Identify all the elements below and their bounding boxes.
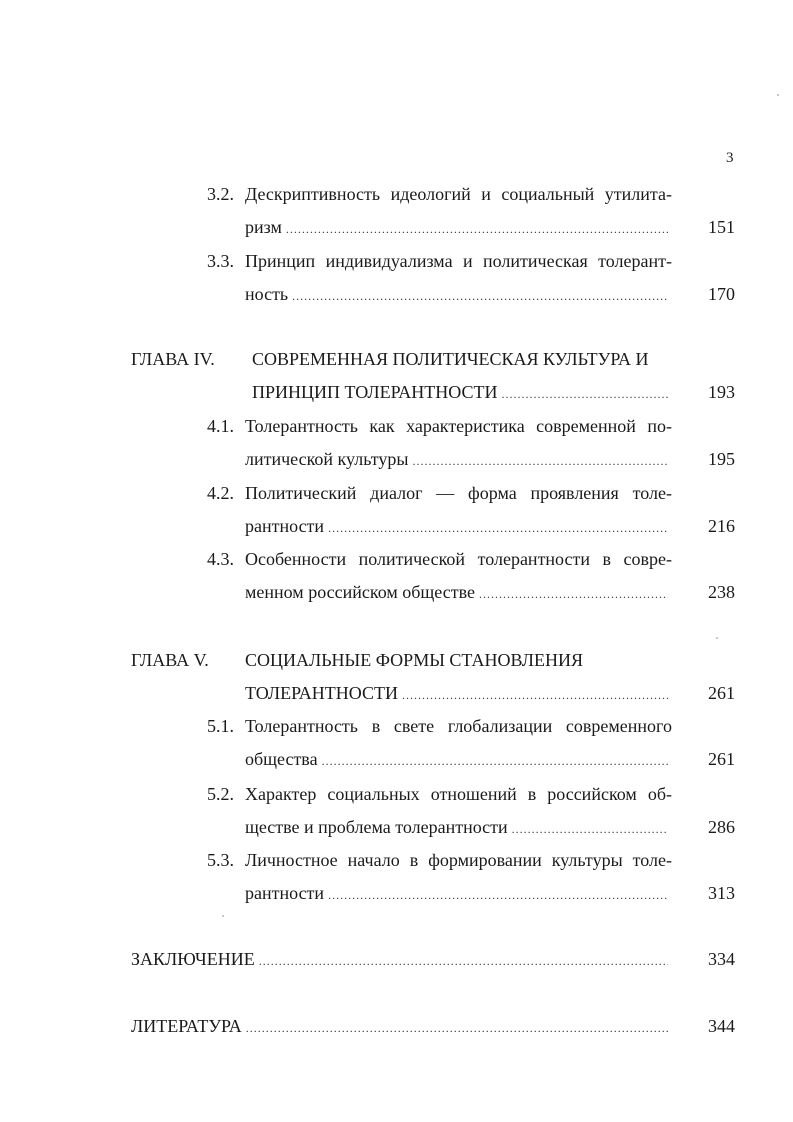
section-title-line1: Толерантность в свете глобализации современного <box>245 716 672 736</box>
chapter-label: ГЛАВА V. <box>131 650 209 670</box>
dot-leader <box>259 949 668 973</box>
section-title-line2: ществе и проблема толерантности <box>245 817 508 837</box>
dot-leader <box>328 516 668 540</box>
chapter-title-line2: ТОЛЕРАНТНОСТИ <box>245 683 398 703</box>
section-title-line2: ность <box>245 284 289 304</box>
dot-leader <box>246 1016 668 1040</box>
page-ref: 286 <box>708 817 735 837</box>
section-title-line2: ризм <box>245 217 282 237</box>
section-title-line1: Особенности политической толерантности в совре- <box>245 549 672 569</box>
section-title-line1: Личностное начало в формировании культуры толе- <box>245 850 672 870</box>
chapter-title-line1: СОВРЕМЕННАЯ ПОЛИТИЧЕСКАЯ КУЛЬТУРА И <box>252 349 649 369</box>
section-title-line2: литической культуры <box>245 449 409 469</box>
section-number: 3.2. <box>207 184 234 204</box>
page-ref: 261 <box>708 683 735 703</box>
page-ref: 216 <box>708 516 735 536</box>
section-title-line2: менном российском обществе <box>245 582 475 602</box>
dot-leader <box>292 284 668 308</box>
section-title-line2: рантности <box>245 883 325 903</box>
dot-leader <box>328 883 668 907</box>
scan-speck <box>777 94 779 96</box>
section-number: 5.3. <box>207 850 234 870</box>
section-number: 4.3. <box>207 549 234 569</box>
dot-leader <box>322 749 668 773</box>
dot-leader <box>413 449 669 473</box>
page-ref: 195 <box>708 449 735 469</box>
section-number: 3.3. <box>207 251 234 271</box>
dot-leader <box>402 683 668 707</box>
page-ref: 170 <box>708 284 735 304</box>
page-number: 3 <box>726 150 734 166</box>
dot-leader <box>512 817 668 841</box>
literature-title: ЛИТЕРАТУРА <box>131 1016 242 1036</box>
conclusion-title: ЗАКЛЮЧЕНИЕ <box>131 949 255 969</box>
section-number: 4.1. <box>207 416 234 436</box>
dot-leader <box>479 582 668 606</box>
scan-speck <box>222 915 224 917</box>
page-ref: 193 <box>708 382 735 402</box>
page-ref: 151 <box>708 217 735 237</box>
dot-leader <box>286 217 668 241</box>
dot-leader <box>502 382 669 406</box>
section-title-line1: Характер социальных отношений в российском об- <box>245 784 672 804</box>
section-title-line1: Принцип индивидуализма и политическая толерант- <box>245 251 672 271</box>
scan-speck <box>716 637 718 639</box>
section-title-line1: Дескриптивность идеологий и социальный утилита- <box>245 184 672 204</box>
page-ref: 313 <box>708 883 735 903</box>
page-ref: 344 <box>708 1016 735 1036</box>
section-title-line1: Политический диалог — форма проявления толе- <box>245 483 672 503</box>
section-number: 5.1. <box>207 716 234 736</box>
chapter-title-line2: ПРИНЦИП ТОЛЕРАНТНОСТИ <box>252 382 498 402</box>
section-title-line1: Толерантность как характеристика современной по- <box>245 416 672 436</box>
section-title-line2: общества <box>245 749 318 769</box>
chapter-label: ГЛАВА IV. <box>131 349 215 369</box>
chapter-title-line1: СОЦИАЛЬНЫЕ ФОРМЫ СТАНОВЛЕНИЯ <box>245 650 584 670</box>
section-number: 5.2. <box>207 784 234 804</box>
page-ref: 261 <box>708 749 735 769</box>
section-title-line2: рантности <box>245 516 325 536</box>
section-number: 4.2. <box>207 483 234 503</box>
page-ref: 334 <box>708 949 735 969</box>
page-ref: 238 <box>708 582 735 602</box>
